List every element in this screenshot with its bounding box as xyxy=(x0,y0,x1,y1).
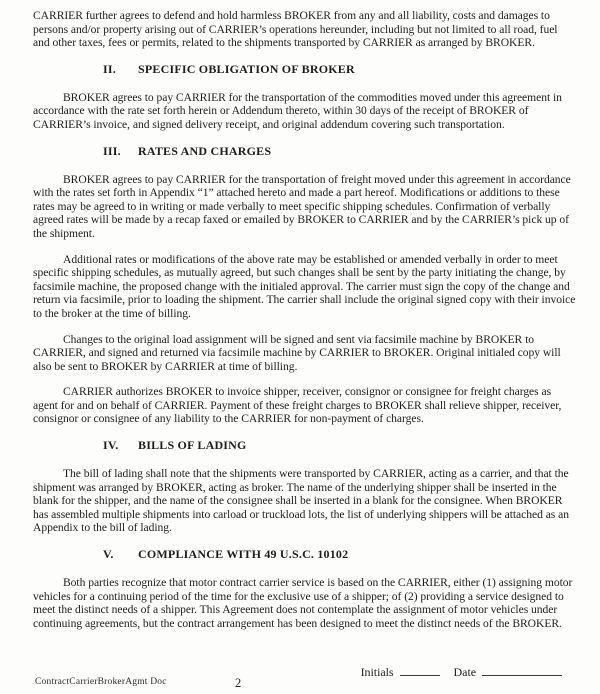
initials-blank-field xyxy=(400,664,440,676)
intro-paragraph: CARRIER further agrees to defend and hold harmless BROKER from any and all liability, costs and damages to persons and/or property arising out of CARRIER’s operations hereunder, including but not limited to all road, fuel and other taxes, fees or permits, related to the shipments transported by CARRIER as arranged by BROKER. xyxy=(33,9,558,50)
paragraph: The bill of lading shall note that the shipments were transported by CARRIER, acting as a carrier, and that the shipment was arranged by BROKER, acting as broker. The name of the underlying shipper shall be inserted in the blank for the shipper, and the name of the consignee shall be inserted in a blank for the consignee. When BROKER has assembled multiple shipments into carload or truckload lots, the list of underlying shippers will be attached as an Appendix to the bill of lading. xyxy=(33,467,569,535)
section-heading-iv xyxy=(33,438,576,452)
paragraph: Additional rates or modifications of the above rate may be established or amended verbally in order to meet specific shipping schedules, as mutually agreed, but such changes shall be sent by the party initiating the change, by facsimile machine, the proposed change with the initialed approval. The carrier must sign the copy of the change and return via facsimile, prior to loading the shipment. The carrier shall include the original signed copy with their invoice to the broker at the time of billing. xyxy=(33,252,576,320)
date-label: Date xyxy=(453,665,476,680)
section-number: V. xyxy=(103,547,114,562)
section-heading-iii xyxy=(33,144,576,158)
section-title: BILLS OF LADING xyxy=(138,438,247,453)
section-title: RATES AND CHARGES xyxy=(138,143,272,158)
paragraph: Both parties recognize that motor contract carrier service is based on the CARRIER, either (1) assigning motor vehicles for a continuing period of the time for the exclusive use of a shipper; of (2) providing a service designed to meet the distinct needs of a shipper. This Agreement does not contemplate the assignment of motor vehicles under continuing agreements, but the contract arrangement has been designed to meet the distinct needs of the BROKER. xyxy=(33,576,573,630)
section-heading-v xyxy=(33,547,576,561)
page-number: 2 xyxy=(235,676,242,691)
section-number: III. xyxy=(103,143,121,158)
paragraph: Changes to the original load assignment will be signed and sent via facsimile machine by BROKER to CARRIER, and signed and returned via facsimile machine by CARRIER to BROKER. Original initialed copy will also be sent to BROKER by CARRIER at time of billing. xyxy=(33,332,561,373)
date-blank-field xyxy=(482,664,562,676)
initials-label: Initials xyxy=(360,665,394,680)
section-number: II. xyxy=(103,61,116,76)
paragraph: BROKER agrees to pay CARRIER for the transportation of freight moved under this agreement in accordance with the rates set forth in Appendix “1” attached hereto and made a part hereof. Modifications or additions to these rates may be agreed to in writing or made verbally to meet specific shipping schedules. Confirmation of verbally agreed rates will be made by a recap faxed or emailed by BROKER to CARRIER and by the CARRIER’s pick up of the shipment. xyxy=(33,172,571,240)
section-title: COMPLIANCE WITH 49 U.S.C. 10102 xyxy=(138,547,349,562)
page-footer xyxy=(35,676,575,692)
section-heading-ii xyxy=(33,62,576,76)
paragraph: BROKER agrees to pay CARRIER for the transportation of the commodities moved under this agreement in accordance with the rate set forth herein or Addendum thereto, within 30 days of the receipt of BROKER of CARRIER’s invoice, and signed delivery receipt, and original addendum covering such transportation. xyxy=(33,90,562,131)
section-number: IV. xyxy=(103,438,119,453)
paragraph: CARRIER authorizes BROKER to invoice shipper, receiver, consignor or consignee for freight charges as agent for and on behalf of CARRIER. Payment of these freight charges to BROKER shall relieve shipper, receiver, consignor or consignee of any liability to the CARRIER for non-payment of charges. xyxy=(33,385,562,426)
footer-filename: ContractCarrierBrokerAgmt Doc xyxy=(35,677,167,688)
section-title: SPECIFIC OBLIGATION OF BROKER xyxy=(138,61,355,76)
